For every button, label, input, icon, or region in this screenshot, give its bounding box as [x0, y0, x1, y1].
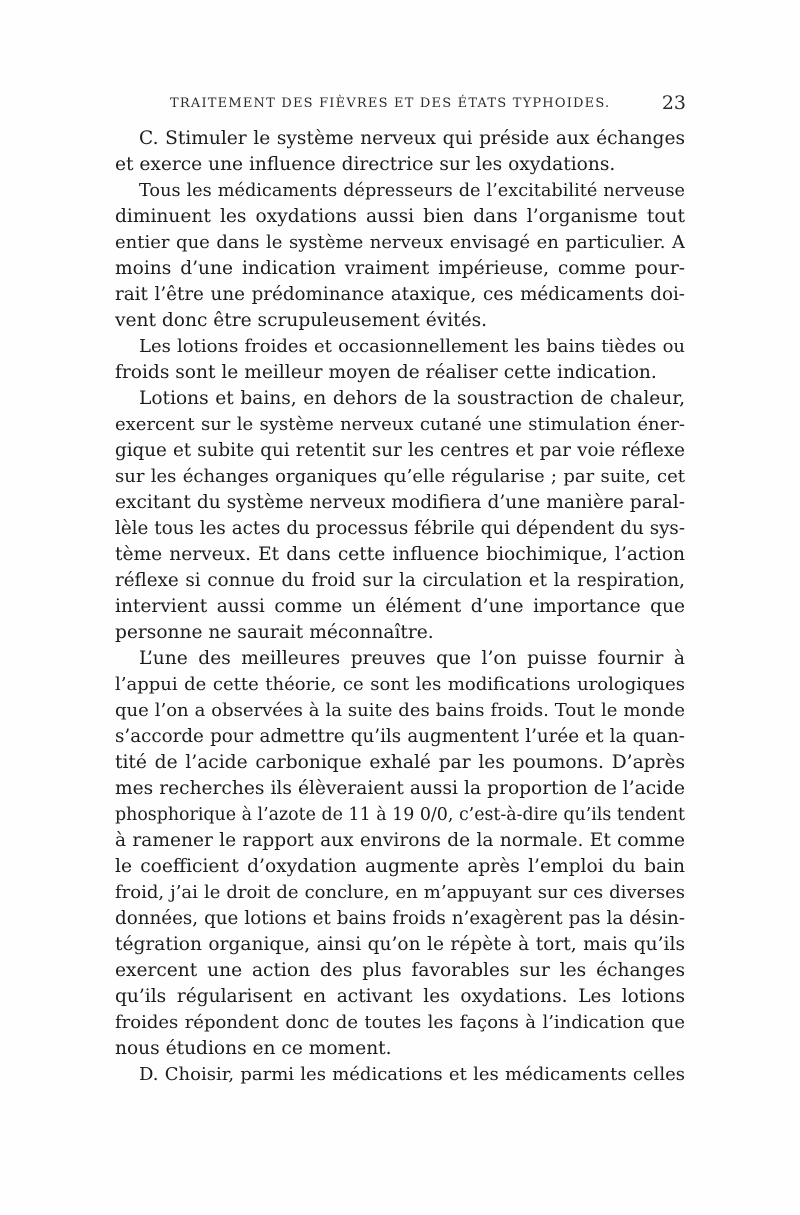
text-line: tème nerveux. Et dans cette influence biochimique, l’action: [115, 544, 685, 565]
text-line: réflexe si connue du froid sur la circulation et la respiration,: [115, 570, 685, 591]
text-line: froids sont le meilleur moyen de réaliser cette indication.: [115, 362, 657, 383]
text-line: gique et subite qui retentit sur les centres et par voie réflexe: [115, 440, 685, 461]
text-line: rait l’être une prédominance ataxique, ces médicaments doi-: [115, 284, 685, 305]
text-line: excitant du système nerveux modifiera d’une manière paral-: [115, 492, 685, 513]
text-line: lèle tous les actes du processus fébrile qui dépendent du sys-: [115, 518, 685, 539]
text-line: données, que lotions et bains froids n’exagèrent pas la désin-: [115, 908, 685, 929]
page-header: [170, 92, 690, 122]
text-line: Les lotions froides et occasionnellement les bains tièdes ou: [139, 336, 685, 357]
text-line: Lotions et bains, en dehors de la soustraction de chaleur,: [139, 388, 685, 409]
text-line: mes recherches ils élèveraient aussi la proportion de l’acide: [115, 778, 685, 799]
text-line: exercent une action des plus favorables sur les échanges: [115, 960, 685, 981]
text-line: tité de l’acide carbonique exhalé par les poumons. D’après: [115, 752, 685, 773]
text-line: qu’ils régularisent en activant les oxydations. Les lotions: [115, 986, 685, 1007]
text-line: personne ne saurait méconnaître.: [115, 622, 434, 643]
text-line: vent donc être scrupuleusement évités.: [115, 310, 488, 331]
text-line: C. Stimuler le système nerveux qui préside aux échanges: [139, 128, 685, 149]
text-line: moins d’une indication vraiment impérieuse, comme pour-: [115, 258, 685, 279]
text-line: que l’on a observées à la suite des bains froids. Tout le monde: [115, 700, 685, 721]
text-line: l’appui de cette théorie, ce sont les modifications urologiques: [115, 674, 685, 695]
body-text: [115, 126, 685, 1088]
text-line: D. Choisir, parmi les médications et les médicaments celles: [139, 1064, 685, 1085]
page-number: 23: [661, 92, 686, 114]
text-line: Tous les médicaments dépresseurs de l’excitabilité nerveuse: [139, 181, 685, 201]
text-line: entier que dans le système nerveux envisagé en particulier. A: [115, 232, 685, 253]
text-line: exercent sur le système nerveux cutané une stimulation éner-: [115, 414, 685, 435]
text-line: à ramener le rapport aux environs de la normale. Et comme: [115, 830, 685, 851]
text-line: s’accorde pour admettre qu’ils augmentent l’urée et la quan-: [115, 726, 685, 747]
text-line: froid, j’ai le droit de conclure, en m’appuyant sur ces diverses: [115, 882, 685, 903]
text-line: intervient aussi comme un élément d’une importance que: [115, 596, 685, 617]
text-line: sur les échanges organiques qu’elle régularise ; par suite, cet: [115, 466, 685, 487]
text-line: et exerce une influence directrice sur les oxydations.: [115, 154, 616, 175]
text-line: diminuent les oxydations aussi bien dans l’organisme tout: [115, 206, 685, 227]
text-line: L’une des meilleures preuves que l’on puisse fournir à: [139, 648, 685, 669]
text-line: phosphorique à l’azote de 11 à 19 0/0, c’est-à-dire qu’ils tendent: [115, 805, 685, 825]
text-line: tégration organique, ainsi qu’on le répète à tort, mais qu’ils: [115, 934, 685, 955]
text-line: nous étudions en ce moment.: [115, 1038, 392, 1059]
text-line: froides répondent donc de toutes les façons à l’indication que: [115, 1012, 685, 1033]
running-title: TRAITEMENT DES FIÈVRES ET DES ÉTATS TYPHOIDES.: [170, 96, 611, 111]
text-line: le coefficient d’oxydation augmente après l’emploi du bain: [115, 856, 685, 877]
